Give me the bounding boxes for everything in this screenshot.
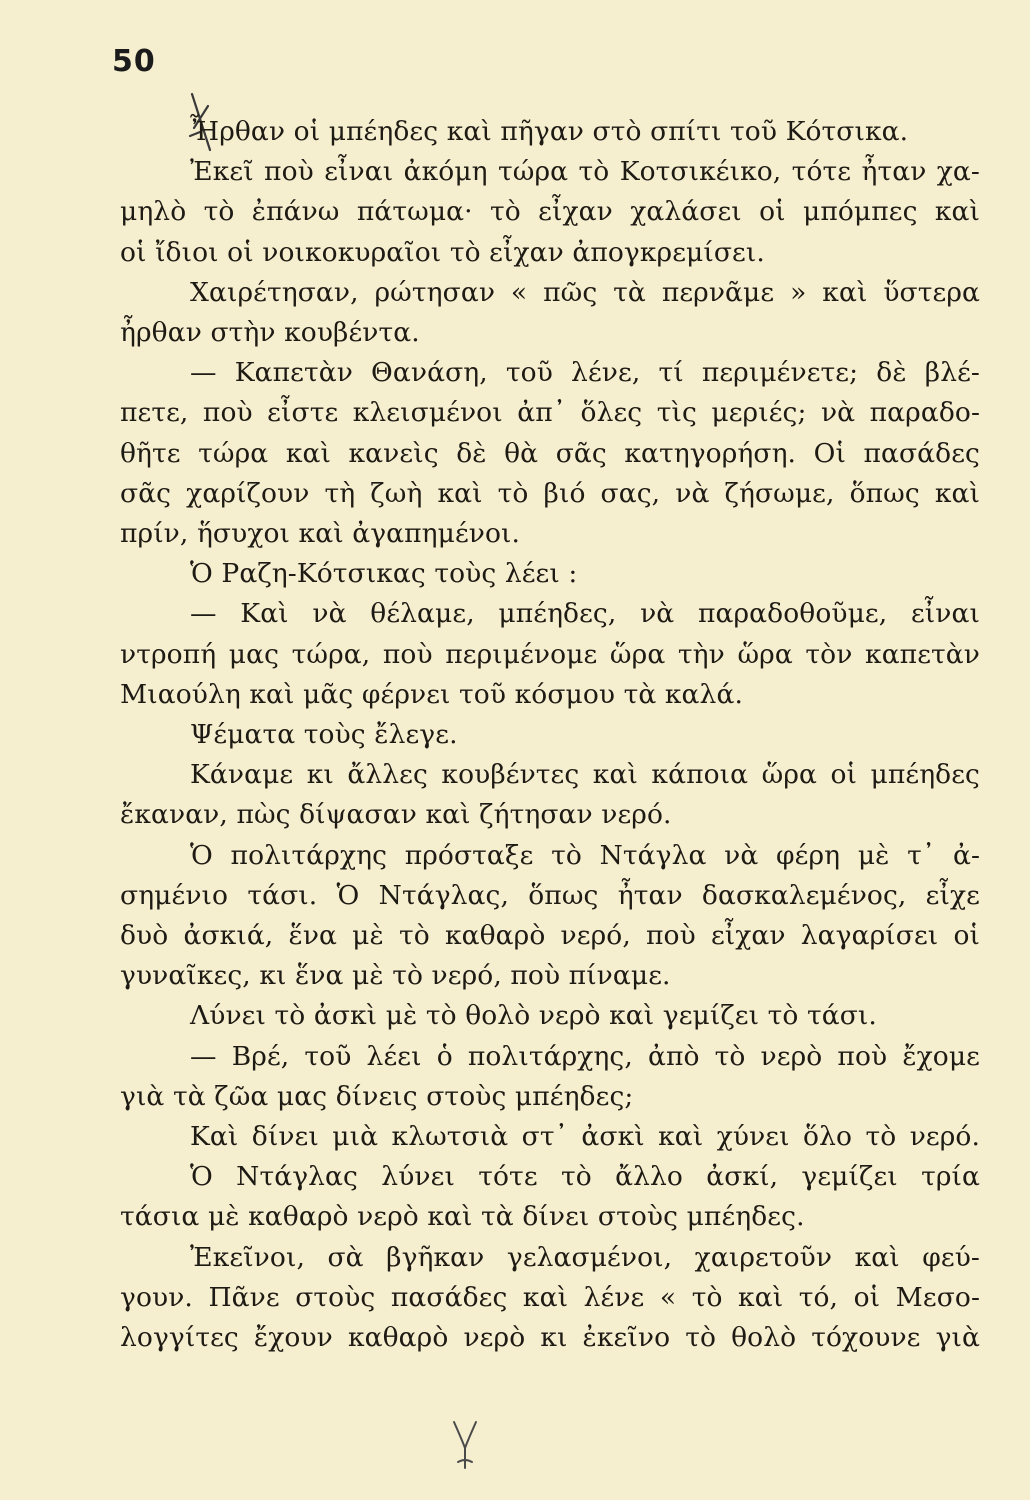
text-line: Ὁ Ντάγλας λύνει τότε τὸ ἄλλο ἀσκί, γεμίζει τρία [190,1161,980,1193]
text-line: σημένιο τάσι. Ὁ Ντάγλας, ὅπως ἦταν δασκαλεμένος, εἶχε [120,879,980,911]
text-line: γουν. Πᾶνε στοὺς πασάδες καὶ λένε « τὸ καὶ τό, οἱ Μεσο- [120,1281,980,1313]
text-line: γυναῖκες, κι ἕνα μὲ τὸ νερό, ποὺ πίναμε. [120,960,671,992]
text-line: Χαιρέτησαν, ρώτησαν « πῶς τὰ περνᾶμε » καὶ ὕστερα [190,276,980,308]
text-line: Ὁ πολιτάρχης πρόσταξε τὸ Ντάγλα νὰ φέρη μὲ τ᾿ ἀ- [190,839,980,871]
text-line: σᾶς χαρίζουν τὴ ζωὴ καὶ τὸ βιό σας, νὰ ζήσωμε, ὅπως καὶ [120,477,980,509]
text-line: Ἐκεῖνοι, σὰ βγῆκαν γελασμένοι, χαιρετοῦν καὶ φεύ- [190,1241,980,1273]
text-line: λογγίτες ἔχουν καθαρὸ νερὸ κι ἐκεῖνο τὸ θολὸ τόχουνε γιὰ [120,1322,980,1353]
text-line: δυὸ ἀσκιά, ἕνα μὲ τὸ καθαρὸ νερό, ποὺ εἶχαν λαγαρίσει οἱ [120,920,980,951]
text-line: — Βρέ, τοῦ λέει ὁ πολιτάρχης, ἀπὸ τὸ νερὸ ποὺ ἔχομε [190,1040,980,1072]
text-line: Καὶ δίνει μιὰ κλωτσιὰ στ᾿ ἀσκὶ καὶ χύνει ὅλο τὸ νερό. [190,1121,980,1152]
text-line: ἦρθαν στὴν κουβέντα. [120,317,420,348]
text-line: Ἦρθαν οἱ μπέηδες καὶ πῆγαν στὸ σπίτι τοῦ Κότσικα. [190,116,909,147]
text-line: γιὰ τὰ ζῶα μας δίνεις στοὺς μπέηδες; [120,1080,634,1112]
text-line: πετε, ποὺ εἶστε κλεισμένοι ἀπ᾿ ὅλες τὶς μεριές; νὰ παραδο- [120,397,980,429]
text-line: Ψέματα τοὺς ἔλεγε. [190,719,458,750]
text-line: Ἐκεῖ ποὺ εἶναι ἀκόμη τώρα τὸ Κοτσικέικο, τότε ἦταν χα- [190,156,980,188]
text-line: Κάναμε κι ἄλλες κουβέντες καὶ κάποια ὥρα οἱ μπέηδες [190,759,980,791]
text-line: τάσια μὲ καθαρὸ νερὸ καὶ τὰ δίνει στοὺς μπέηδες. [120,1201,805,1233]
text-line: οἱ ἴδιοι οἱ νοικοκυραῖοι τὸ εἶχαν ἀπογκρεμίσει. [120,236,765,268]
page-number: 50 [112,44,156,79]
text-line: — Καπετὰν Θανάση, τοῦ λένε, τί περιμένετε; δὲ βλέ- [190,357,980,389]
text-line: ντροπή μας τώρα, ποὺ περιμένομε ὥρα τὴν ὥρα τὸν καπετὰν [120,638,980,670]
text-line: πρίν, ἥσυχοι καὶ ἀγαπημένοι. [120,518,521,549]
text-line: Λύνει τὸ ἀσκὶ μὲ τὸ θολὸ νερὸ καὶ γεμίζει τὸ τάσι. [190,1000,877,1032]
text-line: Μιαούλη καὶ μᾶς φέρνει τοῦ κόσμου τὰ καλά. [120,678,743,710]
text-line: Ὁ Ραζη-Κότσικας τοὺς λέει : [190,558,578,590]
text-line: ἔκαναν, πὼς δίψασαν καὶ ζήτησαν νερό. [120,799,672,831]
printer-ornament-icon [448,1418,482,1472]
text-line: θῆτε τώρα καὶ κανεὶς δὲ θὰ σᾶς κατηγορήση. Οἱ πασάδες [120,437,980,469]
text-line: μηλὸ τὸ ἐπάνω πάτωμα· τὸ εἶχαν χαλάσει οἱ μπόμπες καὶ [120,196,980,228]
text-line: — Καὶ νὰ θέλαμε, μπέηδες, νὰ παραδοθοῦμε, εἶναι [190,598,980,630]
